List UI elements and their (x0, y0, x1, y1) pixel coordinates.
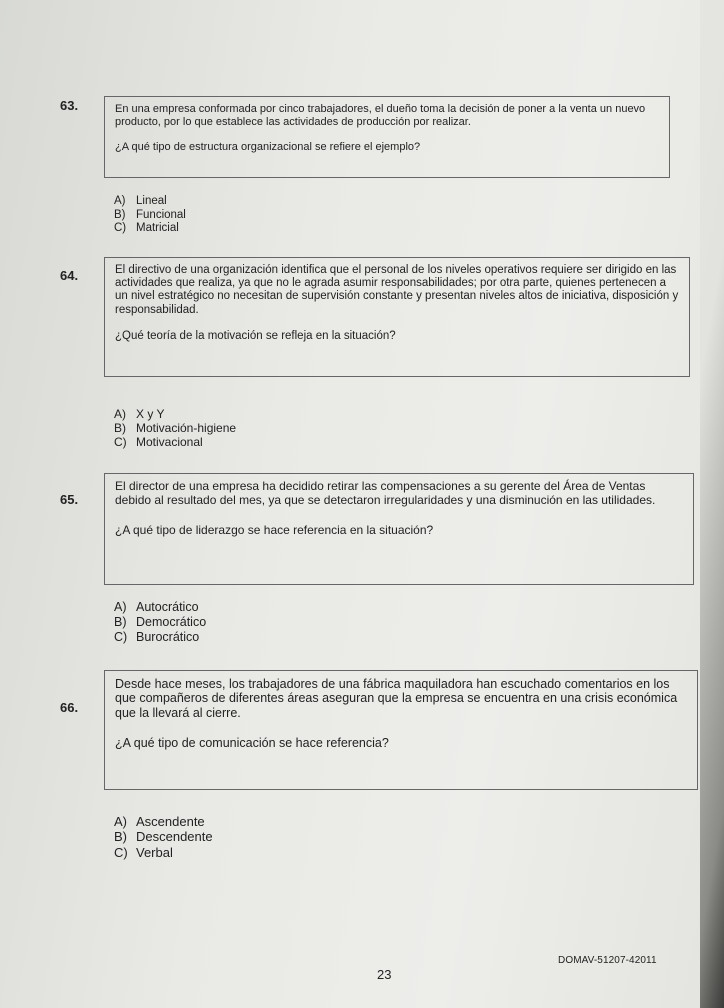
question-prompt: ¿A qué tipo de estructura organizacional se refiere el ejemplo? (115, 141, 421, 154)
option-b[interactable]: B) Motivación-higiene (114, 421, 237, 436)
option-a[interactable]: A) Lineal (114, 195, 167, 207)
question-63 (60, 96, 670, 241)
question-text: El director de una empresa ha decidido retirar las compensaciones a su gerente del Área de Ventas debido al resultado del mes, ya que se detectaron irregularidades y una disminución en las utilidades. (115, 479, 656, 507)
question-prompt: ¿A qué tipo de comunicación se hace referencia? (115, 736, 389, 751)
question-box (104, 473, 694, 585)
option-a[interactable]: A) Ascendente (114, 814, 205, 829)
option-a[interactable]: A) Autocrático (114, 600, 199, 614)
option-c[interactable]: C) Matricial (114, 222, 179, 235)
question-prompt: ¿A qué tipo de liderazgo se hace referencia en la situación? (115, 522, 434, 537)
question-66 (60, 676, 678, 876)
answer-options (114, 600, 206, 644)
page-number: 23 (377, 967, 392, 982)
option-b[interactable]: B) Funcional (114, 208, 186, 221)
question-number: 63. (60, 98, 79, 113)
question-text: El directivo de una organización identifica que el personal de los niveles operativos requiere ser dirigido en las actividades que realiza, ya que no le agrada asumir responsabilidades; por otra parte, quienes pertenecen a un nivel estratégico no necesitan de supervisión constante y presentan niveles altos de iniciativa, disposición y responsabilidad. (115, 264, 679, 316)
question-65 (60, 478, 670, 658)
question-number: 66. (60, 700, 79, 715)
question-number: 64. (60, 268, 79, 283)
question-64 (60, 262, 679, 462)
question-box (104, 257, 690, 377)
option-b[interactable]: B) Descendente (114, 829, 213, 845)
option-a[interactable]: A) X y Y (114, 407, 165, 421)
question-text: En una empresa conformada por cinco trabajadores, el dueño toma la decisión de poner a la venta un nuevo producto, por lo que establece las actividades de producción por realizar. (115, 103, 646, 128)
question-prompt: ¿Qué teoría de la motivación se refleja en la situación? (115, 329, 396, 342)
option-c[interactable]: C) Motivacional (114, 435, 203, 450)
option-b[interactable]: B) Democrático (114, 614, 207, 629)
answer-options (114, 814, 213, 860)
option-c[interactable]: C) Burocrático (114, 629, 200, 644)
exam-code: DOMAV-51207-42011 (558, 955, 657, 966)
question-number: 65. (60, 492, 79, 507)
question-box (104, 670, 698, 790)
option-c[interactable]: C) Verbal (114, 844, 173, 860)
question-box (104, 96, 670, 178)
answer-options (114, 407, 236, 449)
question-text: Desde hace meses, los trabajadores de una fábrica maquiladora han escuchado comentarios en los que compañeros de diferentes áreas aseguran que la empresa se encuentra en una crisis económica que la llevará al cierre. (115, 677, 678, 720)
answer-options (114, 195, 186, 236)
